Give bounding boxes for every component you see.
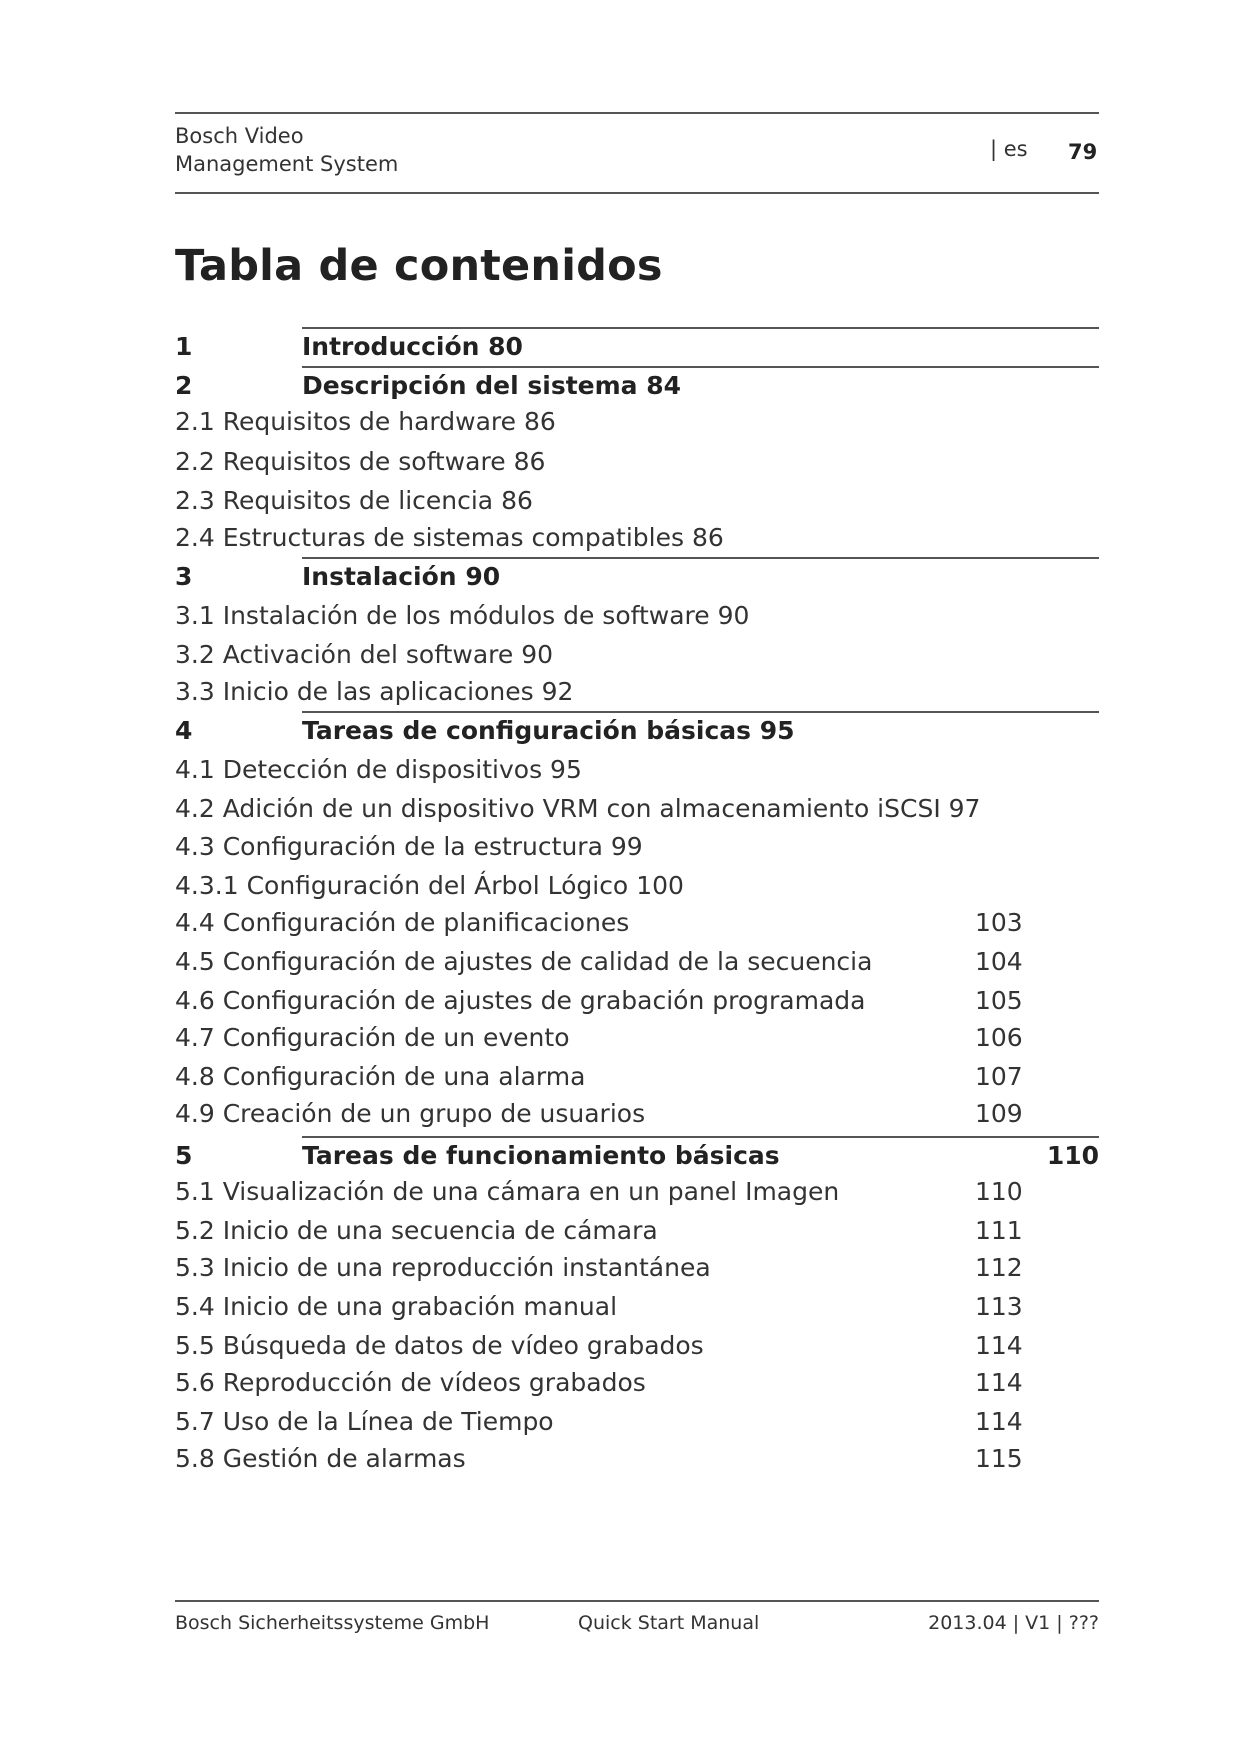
- toc-section-entry[interactable]: [175, 1251, 1099, 1285]
- toc-entry-page: 115: [975, 1444, 1023, 1473]
- toc-entry-title-text: Inicio de una grabación manual: [222, 1292, 618, 1321]
- toc-entry-title: [175, 1021, 569, 1055]
- footer-company: Bosch Sicherheitssysteme GmbH: [175, 1612, 490, 1634]
- toc-section-entry[interactable]: [175, 753, 1099, 787]
- toc-entry-title: [175, 1097, 645, 1131]
- toc-entry-title: [175, 484, 533, 518]
- toc-entry-title: [175, 984, 866, 1018]
- toc-section-entry[interactable]: [175, 1175, 1099, 1209]
- toc-entry-page: 95: [550, 755, 582, 784]
- toc-entry-title-text: Reproducción de vídeos grabados: [222, 1368, 646, 1397]
- toc-entry-number: 5.6: [175, 1368, 215, 1397]
- toc-entry-title-text: Requisitos de software: [222, 447, 506, 476]
- toc-entry-page: 80: [488, 332, 523, 361]
- toc-section-entry[interactable]: [175, 792, 1099, 826]
- toc-entry-title: [175, 753, 582, 787]
- toc-entry-title-text: Inicio de las aplicaciones: [222, 677, 534, 706]
- toc-entry-number: 4.4: [175, 908, 215, 937]
- toc-entry-title: [175, 1329, 704, 1363]
- toc-chapter-entry[interactable]: [175, 560, 1099, 594]
- toc-entry-page: 114: [975, 1407, 1023, 1436]
- footer-rule: [175, 1600, 1099, 1602]
- toc-entry-page: 90: [465, 562, 501, 591]
- toc-section-entry[interactable]: [175, 1021, 1099, 1055]
- header-product-name: [175, 122, 398, 178]
- toc-entry-title: [175, 945, 872, 979]
- toc-entry-page: 114: [975, 1331, 1023, 1360]
- toc-entry-number: 4.7: [175, 1023, 215, 1052]
- toc-entry-title: [302, 330, 523, 364]
- toc-entry-title-text: Configuración de una alarma: [222, 1062, 586, 1091]
- toc-entry-number: 4.1: [175, 755, 215, 784]
- toc-entry-page: 92: [541, 677, 574, 706]
- toc-entry-number: 4.5: [175, 947, 215, 976]
- toc-entry-number: 2.1: [175, 407, 215, 436]
- toc-entry-title: [175, 599, 749, 633]
- toc-section-entry[interactable]: [175, 1442, 1099, 1476]
- toc-entry-number: 1: [175, 332, 193, 361]
- toc-entry-page: 86: [691, 523, 724, 552]
- footer-version: 2013.04 | V1 | ???: [928, 1612, 1099, 1634]
- header-bottom-rule: [175, 192, 1099, 194]
- toc-entry-title: [302, 560, 500, 594]
- toc-entry-page: 105: [975, 986, 1023, 1015]
- toc-section-entry[interactable]: [175, 484, 1099, 518]
- toc-entry-title-text: Tareas de configuración básicas: [302, 716, 752, 745]
- toc-entry-title: [175, 869, 684, 903]
- toc-entry-title: [175, 1366, 646, 1400]
- header-language: | es: [990, 137, 1028, 161]
- toc-entry-title-text: Requisitos de hardware: [222, 407, 516, 436]
- toc-entry-title: [175, 1290, 617, 1324]
- toc-entry-title-text: Instalación de los módulos de software: [222, 601, 710, 630]
- toc-entry-number: 5.1: [175, 1177, 215, 1206]
- toc-entry-title-text: Uso de la Línea de Tiempo: [222, 1407, 554, 1436]
- toc-entry-number: 4.6: [175, 986, 215, 1015]
- toc-entry-number: 3.3: [175, 677, 215, 706]
- toc-entry-title-text: Inicio de una secuencia de cámara: [222, 1216, 658, 1245]
- toc-entry-title: [175, 1251, 711, 1285]
- toc-entry-page: 110: [975, 1177, 1023, 1206]
- toc-entry-page: 97: [948, 794, 981, 823]
- toc-entry-title: [175, 1405, 554, 1439]
- page-title: Tabla de contenidos: [175, 241, 663, 291]
- toc-entry-title-text: Gestión de alarmas: [222, 1444, 466, 1473]
- toc-entry-number: 4.3: [175, 832, 215, 861]
- toc-entry-title-text: Estructuras de sistemas compatibles: [222, 523, 684, 552]
- toc-section-entry[interactable]: [175, 445, 1099, 479]
- toc-chapter-rule: [302, 366, 1099, 368]
- toc-chapter-rule: [302, 327, 1099, 329]
- toc-entry-title-text: Configuración de ajustes de grabación programada: [222, 986, 866, 1015]
- footer-doc-type: Quick Start Manual: [578, 1612, 760, 1634]
- toc-entry-title-text: Introducción: [302, 332, 480, 361]
- toc-entry-title: [175, 906, 629, 940]
- toc-entry-title-text: Activación del software: [222, 640, 514, 669]
- toc-entry-page: 90: [521, 640, 554, 669]
- toc-entry-title: [175, 405, 556, 439]
- toc-entry-title-text: Configuración de planificaciones: [222, 908, 630, 937]
- header-product-line1: Bosch Video: [175, 124, 304, 148]
- header-top-rule: [175, 112, 1099, 114]
- toc-entry-title-text: Configuración del Árbol Lógico: [246, 871, 629, 900]
- toc-entry-title: [175, 1214, 658, 1248]
- toc-entry-page: 110: [1046, 1141, 1099, 1170]
- toc-chapter-entry[interactable]: [175, 369, 1099, 403]
- toc-entry-title: [175, 792, 980, 826]
- toc-entry-page: 86: [513, 447, 546, 476]
- toc-entry-page: 109: [975, 1099, 1023, 1128]
- toc-entry-page: 114: [975, 1368, 1023, 1397]
- toc-entry-page: 86: [501, 486, 533, 515]
- header-product-line2: Management System: [175, 152, 399, 176]
- toc-entry-number: 2: [175, 371, 193, 400]
- toc-entry-title: [175, 521, 724, 555]
- toc-section-entry[interactable]: [175, 906, 1099, 940]
- toc-entry-page: 113: [975, 1292, 1023, 1321]
- toc-entry-title-text: Tareas de funcionamiento básicas: [302, 1141, 780, 1170]
- toc-entry-title-text: Inicio de una reproducción instantánea: [222, 1253, 711, 1282]
- toc-entry-page: 106: [975, 1023, 1023, 1052]
- toc-entry-page: 90: [717, 601, 750, 630]
- toc-entry-page: 103: [975, 908, 1023, 937]
- toc-entry-number: 2.4: [175, 523, 215, 552]
- toc-entry-number: 3.1: [175, 601, 215, 630]
- toc-chapter-rule: [302, 1136, 1099, 1138]
- toc-entry-page: 107: [975, 1062, 1023, 1091]
- toc-entry-number: 2.2: [175, 447, 215, 476]
- toc-section-entry[interactable]: [175, 405, 1099, 439]
- toc-entry-title: [175, 1060, 585, 1094]
- toc-entry-number: 4: [175, 716, 193, 745]
- toc-entry-number: 5.3: [175, 1253, 215, 1282]
- toc-entry-title: [175, 830, 643, 864]
- toc-section-entry[interactable]: [175, 830, 1099, 864]
- toc-entry-number: 5.2: [175, 1216, 215, 1245]
- toc-entry-page: 111: [975, 1216, 1023, 1245]
- toc-entry-title: [175, 445, 545, 479]
- toc-entry-page: 104: [975, 947, 1023, 976]
- toc-chapter-rule: [302, 557, 1099, 559]
- toc-entry-title-text: Detección de dispositivos: [222, 755, 543, 784]
- toc-entry-number: 5.5: [175, 1331, 215, 1360]
- toc-chapter-entry[interactable]: [175, 1139, 1099, 1173]
- toc-entry-number: 4.8: [175, 1062, 215, 1091]
- toc-entry-title-text: Adición de un dispositivo VRM con almacenamiento iSCSI: [222, 794, 941, 823]
- toc-section-entry[interactable]: [175, 638, 1099, 672]
- toc-entry-title: [302, 1139, 780, 1173]
- toc-entry-title: [175, 638, 553, 672]
- toc-entry-title-text: Creación de un grupo de usuarios: [222, 1099, 646, 1128]
- toc-entry-number: 3: [175, 562, 193, 591]
- toc-section-entry[interactable]: [175, 945, 1099, 979]
- toc-entry-number: 4.2: [175, 794, 215, 823]
- toc-entry-number: 3.2: [175, 640, 215, 669]
- toc-entry-title-text: Descripción del sistema: [302, 371, 638, 400]
- toc-section-entry[interactable]: [175, 1405, 1099, 1439]
- toc-entry-page: 99: [610, 832, 643, 861]
- toc-entry-number: 5.8: [175, 1444, 215, 1473]
- toc-entry-page: 95: [759, 716, 795, 745]
- toc-entry-title-text: Visualización de una cámara en un panel Imagen: [222, 1177, 840, 1206]
- toc-section-entry[interactable]: [175, 869, 1099, 903]
- toc-entry-title-text: Configuración de ajustes de calidad de la secuencia: [222, 947, 873, 976]
- toc-section-entry[interactable]: [175, 1329, 1099, 1363]
- toc-entry-page: 112: [975, 1253, 1023, 1282]
- toc-entry-number: 2.3: [175, 486, 215, 515]
- toc-entry-page: 84: [646, 371, 682, 400]
- toc-section-entry[interactable]: [175, 521, 1099, 555]
- toc-entry-title: [175, 1175, 839, 1209]
- toc-entry-title-text: Configuración de la estructura: [222, 832, 603, 861]
- toc-entry-page: 100: [636, 871, 684, 900]
- toc-section-entry[interactable]: [175, 1060, 1099, 1094]
- toc-entry-page: 86: [523, 407, 556, 436]
- header-page-number: 79: [1068, 140, 1098, 164]
- toc-chapter-entry[interactable]: [175, 330, 1099, 364]
- toc-entry-title-text: Configuración de un evento: [222, 1023, 570, 1052]
- toc-entry-number: 5.4: [175, 1292, 215, 1321]
- toc-chapter-entry[interactable]: [175, 714, 1099, 748]
- toc-entry-title: [175, 675, 573, 709]
- toc-entry-number: 5: [175, 1141, 193, 1170]
- toc-section-entry[interactable]: [175, 1290, 1099, 1324]
- toc-entry-title: [175, 1442, 466, 1476]
- toc-entry-title-text: Requisitos de licencia: [222, 486, 494, 515]
- toc-entry-number: 4.3.1: [175, 871, 239, 900]
- toc-chapter-rule: [302, 711, 1099, 713]
- toc-section-entry[interactable]: [175, 1097, 1099, 1131]
- toc-section-entry[interactable]: [175, 1214, 1099, 1248]
- toc-entry-title-text: Búsqueda de datos de vídeo grabados: [222, 1331, 704, 1360]
- toc-entry-title: [302, 714, 795, 748]
- toc-section-entry[interactable]: [175, 599, 1099, 633]
- toc-entry-number: 5.7: [175, 1407, 215, 1436]
- toc-section-entry[interactable]: [175, 984, 1099, 1018]
- toc-section-entry[interactable]: [175, 675, 1099, 709]
- toc-section-entry[interactable]: [175, 1366, 1099, 1400]
- toc-entry-number: 4.9: [175, 1099, 215, 1128]
- toc-entry-title-text: Instalación: [302, 562, 457, 591]
- toc-entry-title: [302, 369, 681, 403]
